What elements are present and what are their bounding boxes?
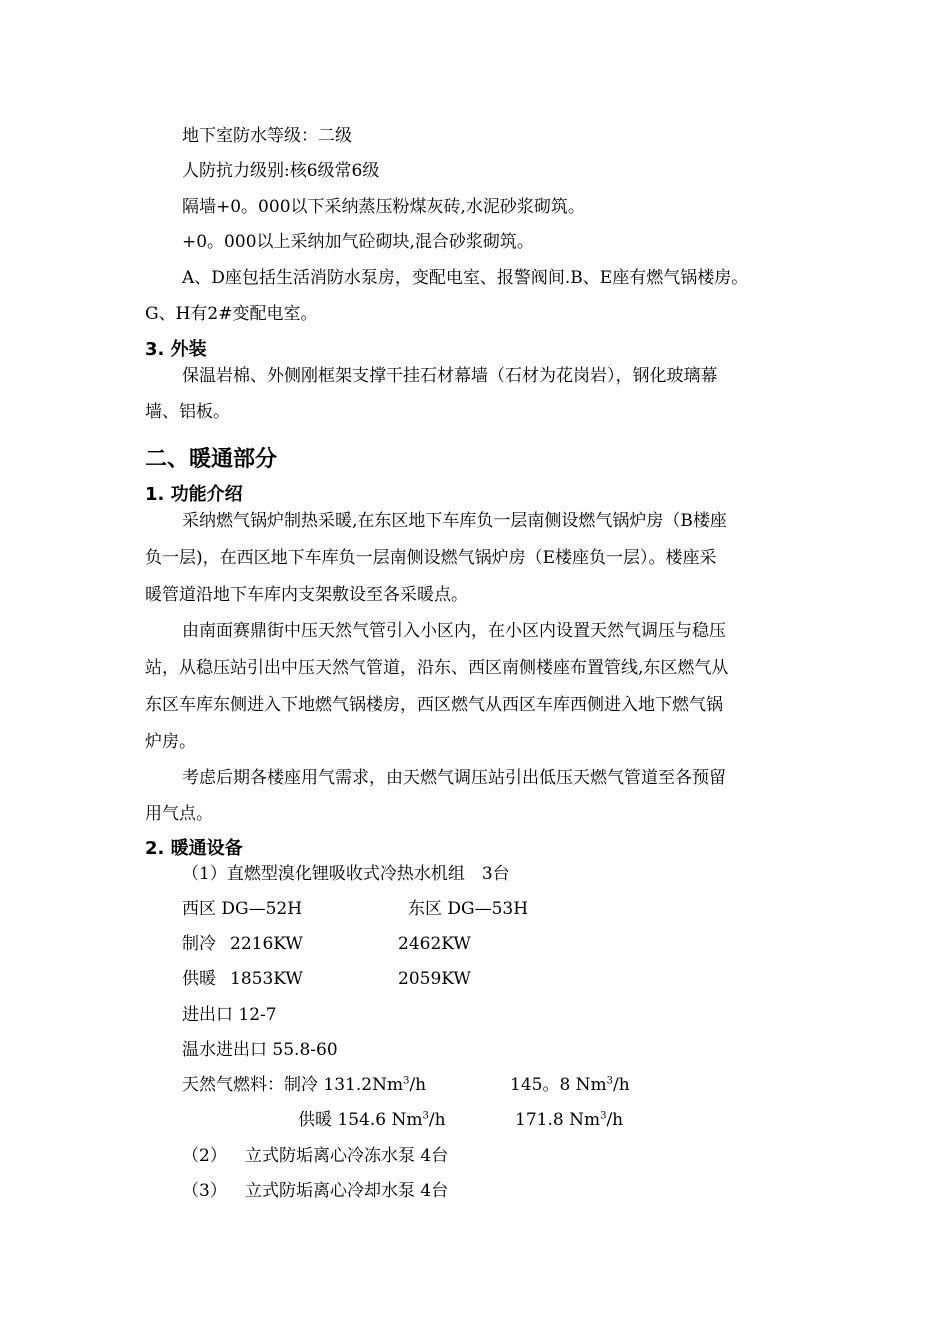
text-line: 东区车库东侧进入下地燃气锅楼房，西区燃气从西区车库西侧进入地下燃气锅	[145, 695, 723, 715]
text-line: +0。000以上采纳加气砼砌块,混合砂浆砌筑。	[182, 232, 534, 252]
part-heading: 二、暖通部分	[145, 447, 278, 472]
text-line: 隔墙+0。000以下采纳蒸压粉煤灰砖,水泥砂浆砌筑。	[182, 197, 585, 217]
section-heading: 3. 外装	[145, 339, 207, 360]
text-line: 保温岩棉、外侧刚框架支撑干挂石材幕墙（石材为花岗岩），钢化玻璃幕	[182, 366, 718, 386]
text-line: 墙、铝板。	[145, 402, 230, 422]
heating-west: 1853KW	[230, 969, 303, 989]
model-west: 西区 DG—52H	[182, 899, 303, 919]
text-line: 由南面赛鼎街中压天然气管引入小区内，在小区内设置天然气调压与稳压	[182, 621, 726, 641]
gas-label: 天然气燃料：制冷 131.2Nm$^3$/h	[182, 1075, 427, 1095]
cooling-west: 2216KW	[230, 934, 303, 954]
cooling-east: 2462KW	[398, 934, 471, 954]
text-line: 暖管道沿地下车库内支架敷设至各采暖点。	[145, 585, 468, 605]
text-line: 负一层)，在西区地下车库负一层南侧设燃气锅炉房（E楼座负一层）。楼座采	[145, 548, 717, 568]
equipment-item: （1）直燃型溴化锂吸收式冷热水机组 3台	[182, 864, 510, 884]
text-line: 进出口 12-7	[182, 1005, 277, 1025]
equipment-item: 立式防垢离心冷冻水泵 4台	[245, 1146, 449, 1166]
text-line: 采纳燃气锅炉制热采暖,在东区地下车库负一层南侧设燃气锅炉房（B楼座	[182, 511, 727, 531]
item-number: （2）	[182, 1146, 227, 1166]
text-line: 用气点。	[145, 804, 213, 824]
gas-heating-west: 供暖 154.6 Nm$^3$/h	[298, 1110, 446, 1130]
text-line: 考虑后期各楼座用气需求，由天燃气调压站引出低压天燃气管道至各预留	[182, 768, 726, 788]
text-line: 人防抗力级别:核6级常6级	[182, 161, 380, 181]
model-east: 东区 DG—53H	[408, 899, 529, 919]
item-number: （3）	[182, 1181, 227, 1201]
section-heading: 2. 暖通设备	[145, 838, 243, 859]
text-line: 站，从稳压站引出中压天然气管道，沿东、西区南侧楼座布置管线,东区燃气从	[145, 658, 729, 678]
text-line: 温水进出口 55.8-60	[182, 1040, 338, 1060]
text-line: G、H有2#变配电室。	[145, 304, 318, 324]
text-line: 炉房。	[145, 732, 196, 752]
heating-east: 2059KW	[398, 969, 471, 989]
gas-heating-east: 171.8 Nm$^3$/h	[515, 1110, 624, 1130]
gas-cooling-east: 145。8 Nm$^3$/h	[510, 1075, 630, 1095]
heating-label: 供暖	[182, 969, 216, 989]
text-line: 地下室防水等级：二级	[182, 126, 352, 146]
section-heading: 1. 功能介绍	[145, 484, 243, 505]
cooling-label: 制冷	[182, 934, 216, 954]
equipment-item: 立式防垢离心冷却水泵 4台	[245, 1181, 449, 1201]
text-line: A、D座包括生活消防水泵房，变配电室、报警阀间.B、E座有燃气锅楼房。	[182, 268, 749, 288]
